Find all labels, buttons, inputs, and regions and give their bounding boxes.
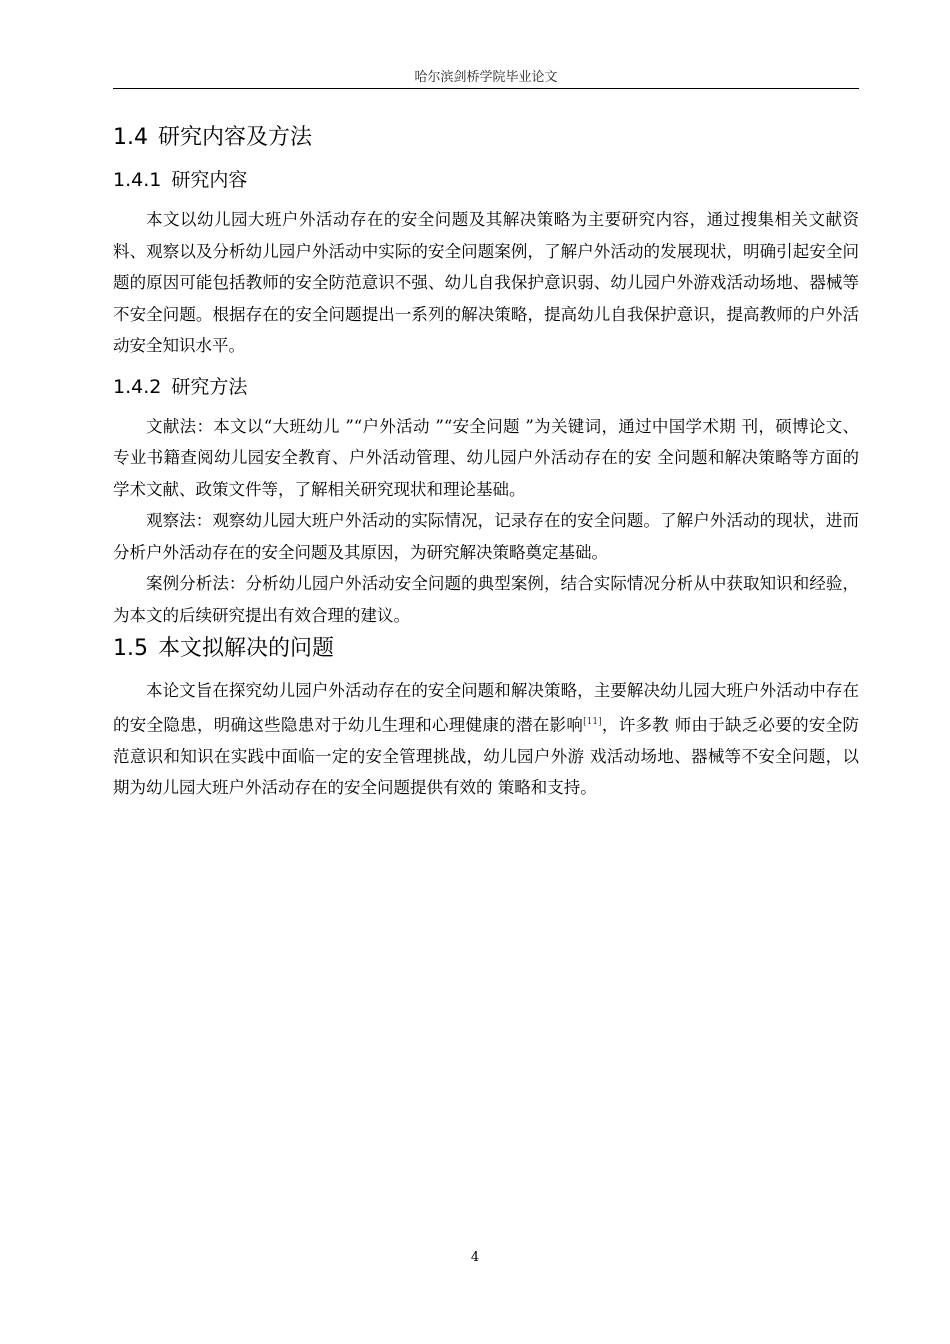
section-heading-1-5 — [113, 631, 859, 667]
case-analysis-method-paragraph: 案例分析法：分析幼儿园户外活动安全问题的典型案例，结合实际情况分析从中获取知识和经验，为本文的后续研究提出有效合理的建议。 — [113, 574, 859, 625]
subsection-heading-1-4-1 — [113, 164, 859, 196]
problem-text-part1: 本论文旨在探究幼儿园户外活动存在的安全问题和解决策略，主要解决幼儿园大班户外活动中存在的安全隐患，明确这些隐患对于幼儿生理和心理健康的潜在影响 — [113, 681, 859, 734]
page-header: 哈尔滨剑桥学院毕业论文 — [414, 70, 558, 85]
page-number: 4 — [470, 1250, 480, 1265]
section-title: 本文拟解决的问题 — [158, 636, 335, 661]
section-number: 1.5 — [113, 636, 148, 661]
citation-reference: [11] — [583, 716, 602, 727]
literature-method-paragraph: 文献法：本文以“大班幼儿 ”“户外活动 ”“安全问题 ”为关键词，通过中国学术期 刊，硕博论文、专业书籍查阅幼儿园安全教育、户外活动管理、幼儿园户外活动存在的安 全问题和解决策略等方面的学术文献、政策文件等，了解相关研究现状和理论基础。 — [113, 416, 859, 499]
subsection-number: 1.4.2 — [113, 375, 162, 398]
subsection-title: 研究内容 — [171, 169, 248, 191]
subsection-heading-1-4-2 — [113, 371, 859, 403]
header-divider — [113, 88, 859, 89]
research-content-paragraph: 本文以幼儿园大班户外活动存在的安全问题及其解决策略为主要研究内容，通过搜集相关文献资料、观察以及分析幼儿园户外活动中实际的安全问题案例，了解户外活动的发展现状，明确引起安全问题的原因可能包括教师的安全防范意识不强、幼儿自我保护意识弱、幼儿园户外游戏活动场地、器械等不安全问题。根据存在的安全问题提出一系列的解决策略，提高幼儿自我保护意识，提高教师的户外活动安全知识水平。 — [113, 210, 859, 355]
section-heading-1-4 — [113, 120, 859, 156]
subsection-number: 1.4.1 — [113, 169, 162, 191]
problem-statement-paragraph — [113, 675, 859, 804]
observation-method-paragraph: 观察法：观察幼儿园大班户外活动的实际情况，记录存在的安全问题。了解户外活动的现状，进而分析户外活动存在的安全问题及其原因，为研究解决策略奠定基础。 — [113, 511, 859, 562]
problem-text-part2: ，许多教 师由于缺乏必要的安全防范意识和知识在实践中面临一定的安全管理挑战，幼儿园户外游 戏活动场地、器械等不安全问题，以期为幼儿园大班户外活动存在的安全问题提供有效的 策略和支持。 — [113, 715, 859, 797]
document-body — [113, 120, 859, 804]
section-title: 研究内容及方法 — [158, 125, 313, 150]
subsection-title: 研究方法 — [171, 375, 248, 398]
section-number: 1.4 — [113, 125, 148, 150]
